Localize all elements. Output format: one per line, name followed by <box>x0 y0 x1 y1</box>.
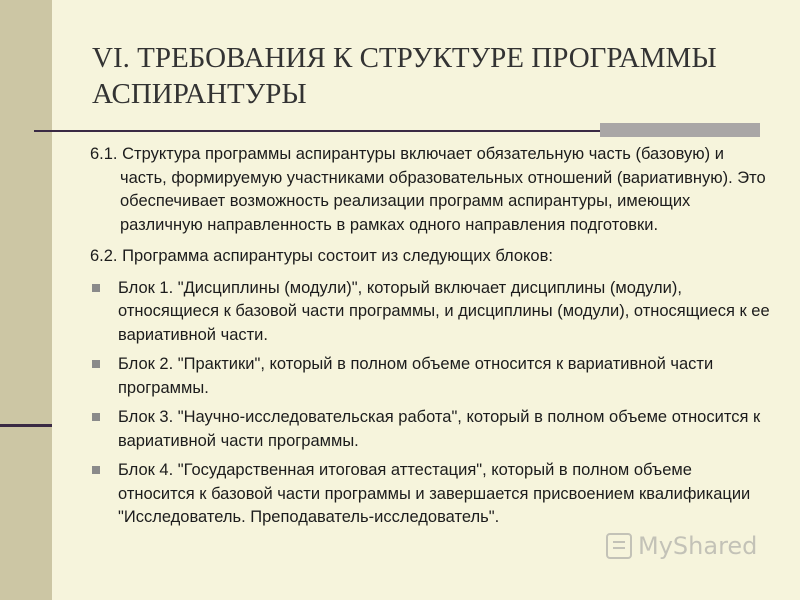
bullet-text: Блок 3. "Научно-исследовательская работа", который в полном объеме относится к вариативной части программы. <box>118 408 761 450</box>
title-divider-accent <box>600 123 760 137</box>
square-bullet-icon <box>92 284 100 292</box>
paragraph-6-2: 6.2. Программа аспирантуры состоит из следующих блоков: <box>90 247 553 265</box>
left-decorative-bar <box>0 0 52 600</box>
bullet-block-4 <box>90 459 770 530</box>
watermark-logo <box>606 532 757 560</box>
presentation-icon <box>606 533 632 559</box>
slide-title: VI. ТРЕБОВАНИЯ К СТРУКТУРЕ ПРОГРАММЫ АСПИРАНТУРЫ <box>92 42 717 110</box>
bullet-block-1 <box>90 277 770 348</box>
square-bullet-icon <box>92 360 100 368</box>
slide-body <box>90 140 770 536</box>
bullet-block-3 <box>90 406 770 453</box>
watermark-text: MyShared <box>638 532 758 560</box>
square-bullet-icon <box>92 413 100 421</box>
bullet-text: Блок 1. "Дисциплины (модули)", который включает дисциплины (модули), относящиеся к базовой части программы, и дисциплины (модули), относящиеся к ее вариативной части. <box>118 278 770 344</box>
paragraph-6-1: 6.1. Структура программы аспирантуры включает обязательную часть (базовую) и часть, формируемую участниками образовательных отношений (вариативную). Это обеспечивает возможность реализации программ аспирантуры, имеющих различную направленность в рамках одного направления подготовки. <box>90 145 766 234</box>
bullet-block-2 <box>90 353 770 400</box>
bullet-text: Блок 2. "Практики", который в полном объеме относится к вариативной части программы. <box>118 355 714 397</box>
square-bullet-icon <box>92 466 100 474</box>
left-bar-divider <box>0 424 52 427</box>
bullet-text: Блок 4. "Государственная итоговая аттестация", который в полном объеме относится к базовой части программы и завершается присвоением квалификации "Исследователь. Преподаватель-исследователь". <box>118 461 751 526</box>
